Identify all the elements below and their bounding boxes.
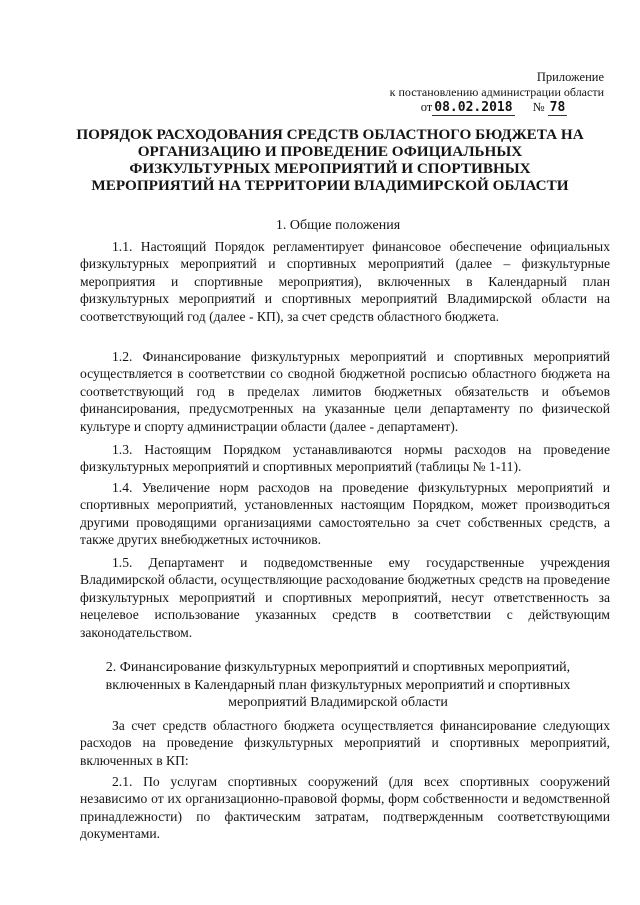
paragraph-2-intro: За счет средств областного бюджета осуществляется финансирование следующих расходов на проведение физкультурных мероприятий и спортивных мероприятий, включенных в КП: [80, 718, 610, 768]
paragraph-1-5: 1.5. Департамент и подведомственные ему государственные учреждения Владимирской области, осуществляющие расходование бюджетных средств на проведение физкультурных мероприятий и спортивных мероприятий, несут ответственность за нецелевое использование указанных средств в соответствии с действующим законодательством. [80, 555, 610, 640]
appendix-date-number-line [364, 100, 604, 115]
paragraph-1-3: 1.3. Настоящим Порядком устанавливаются нормы расходов на проведение физкультурных мероприятий и спортивных мероприятий (таблицы № 1-11). [80, 442, 610, 475]
paragraph-1-4: 1.4. Увеличение норм расходов на проведение физкультурных мероприятий и спортивных мероприятий, установленных настоящим Порядком, может производиться другими проводящими организациями самостоятельно за счет собственных средств, а также других внебюджетных источников. [80, 480, 610, 548]
appendix-from-label: от [420, 100, 433, 114]
paragraph-1-1: 1.1. Настоящий Порядок регламентирует финансовое обеспечение официальных физкультурных мероприятий и спортивных мероприятий (далее – физкультурные мероприятия и спортивные мероприятия), включенных в Календарный план физкультурных мероприятий и спортивных мероприятий Владимирской области на соответствующий год (далее - КП), за счет средств областного бюджета. [80, 239, 610, 324]
appendix-block [364, 70, 604, 115]
appendix-label: Приложение [536, 70, 604, 84]
section-2-heading: 2. Финансирование физкультурных мероприятий и спортивных мероприятий, включенных в Календарный план физкультурных мероприятий и спортивных мероприятий Владимирской области [105, 660, 571, 710]
appendix-resolution-line: к постановлению администрации области [389, 85, 604, 99]
document-title: ПОРЯДОК РАСХОДОВАНИЯ СРЕДСТВ ОБЛАСТНОГО БЮДЖЕТА НА ОРГАНИЗАЦИЮ И ПРОВЕДЕНИЕ ОФИЦИАЛЬНЫХ ФИЗКУЛЬТУРНЫХ МЕРОПРИЯТИЙ И СПОРТИВНЫХ МЕРОПРИЯТИЙ НА ТЕРРИТОРИИ ВЛАДИМИРСКОЙ ОБЛАСТИ [76, 126, 584, 194]
appendix-number-label: № [532, 100, 545, 114]
paragraph-1-2: 1.2. Финансирование физкультурных мероприятий и спортивных мероприятий осуществляется в соответствии со сводной бюджетной росписью областного бюджета на соответствующий год в пределах лимитов бюджетных обязательств и объемов финансирования, предусмотренных на указанные цели департаменту по физической культуре и спорту администрации области (далее - департамент). [80, 349, 610, 434]
section-1-heading: 1. Общие положения [275, 218, 401, 233]
appendix-number: 78 [549, 100, 566, 115]
paragraph-2-1: 2.1. По услугам спортивных сооружений (для всех спортивных сооружений независимо от их организационно-правовой формы, форм собственности и ведомственной принадлежности) по фактическим затратам, подтвержденным соответствующими документами. [80, 774, 610, 842]
appendix-date: 08.02.2018 [434, 100, 513, 115]
